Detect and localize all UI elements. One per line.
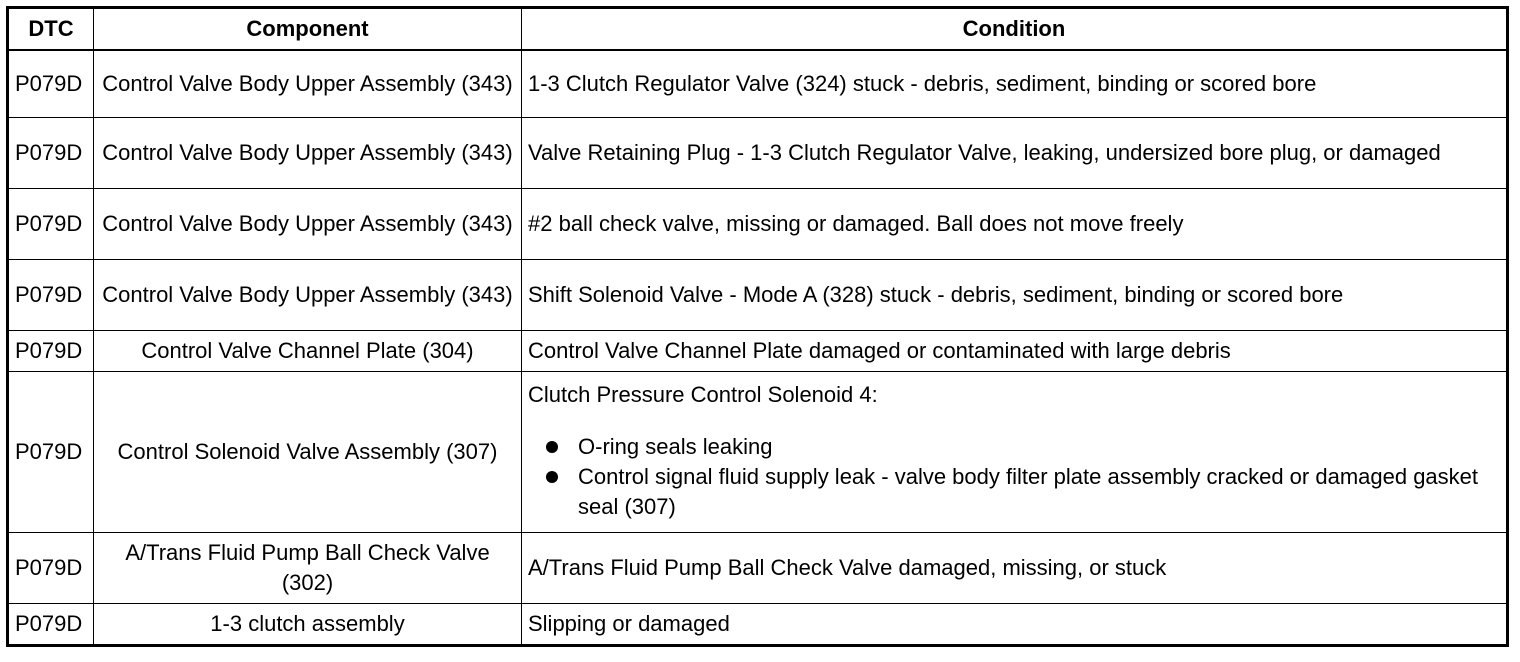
- condition-cell: A/Trans Fluid Pump Ball Check Valve damaged, missing, or stuck: [522, 533, 1508, 604]
- bullet-text: Control signal fluid supply leak - valve body filter plate assembly cracked or damaged gasket seal (307): [578, 464, 1479, 519]
- table-row: [8, 118, 1508, 189]
- condition-intro: Clutch Pressure Control Solenoid 4:: [528, 382, 878, 407]
- dtc-cell: P079D: [8, 50, 94, 118]
- dtc-cell: P079D: [8, 118, 94, 189]
- component-cell: Control Valve Body Upper Assembly (343): [94, 118, 522, 189]
- table-row: [8, 372, 1508, 533]
- condition-cell: Control Valve Channel Plate damaged or contaminated with large debris: [522, 331, 1508, 372]
- condition-cell: Valve Retaining Plug - 1-3 Clutch Regulator Valve, leaking, undersized bore plug, or damaged: [522, 118, 1508, 189]
- bullet-text: O-ring seals leaking: [578, 434, 773, 459]
- header-component: Component: [94, 8, 522, 51]
- dtc-table-container: [6, 6, 1509, 647]
- dtc-cell: P079D: [8, 533, 94, 604]
- component-cell: Control Valve Body Upper Assembly (343): [94, 260, 522, 331]
- table-row: [8, 260, 1508, 331]
- dtc-cell: P079D: [8, 372, 94, 533]
- table-row: [8, 189, 1508, 260]
- list-item: [528, 462, 1500, 522]
- list-item: [528, 432, 1500, 462]
- component-cell: Control Valve Body Upper Assembly (343): [94, 50, 522, 118]
- component-cell: Control Valve Channel Plate (304): [94, 331, 522, 372]
- component-cell: A/Trans Fluid Pump Ball Check Valve (302): [94, 533, 522, 604]
- dtc-cell: P079D: [8, 604, 94, 646]
- table-row: [8, 331, 1508, 372]
- header-condition: Condition: [522, 8, 1508, 51]
- condition-cell: Shift Solenoid Valve - Mode A (328) stuck - debris, sediment, binding or scored bore: [522, 260, 1508, 331]
- dtc-cell: P079D: [8, 260, 94, 331]
- bullet-icon: [546, 441, 558, 453]
- table-row: [8, 50, 1508, 118]
- condition-bullet-list: [528, 432, 1500, 522]
- dtc-cell: P079D: [8, 189, 94, 260]
- dtc-cell: P079D: [8, 331, 94, 372]
- bullet-icon: [546, 471, 558, 483]
- header-dtc: DTC: [8, 8, 94, 51]
- condition-cell: 1-3 Clutch Regulator Valve (324) stuck - debris, sediment, binding or scored bore: [522, 50, 1508, 118]
- condition-cell: [522, 372, 1508, 533]
- table-row: [8, 604, 1508, 646]
- table-header-row: [8, 8, 1508, 51]
- dtc-table: [6, 6, 1509, 647]
- condition-cell: #2 ball check valve, missing or damaged. Ball does not move freely: [522, 189, 1508, 260]
- component-cell: Control Valve Body Upper Assembly (343): [94, 189, 522, 260]
- table-row: [8, 533, 1508, 604]
- component-cell: 1-3 clutch assembly: [94, 604, 522, 646]
- component-cell: Control Solenoid Valve Assembly (307): [94, 372, 522, 533]
- condition-cell: Slipping or damaged: [522, 604, 1508, 646]
